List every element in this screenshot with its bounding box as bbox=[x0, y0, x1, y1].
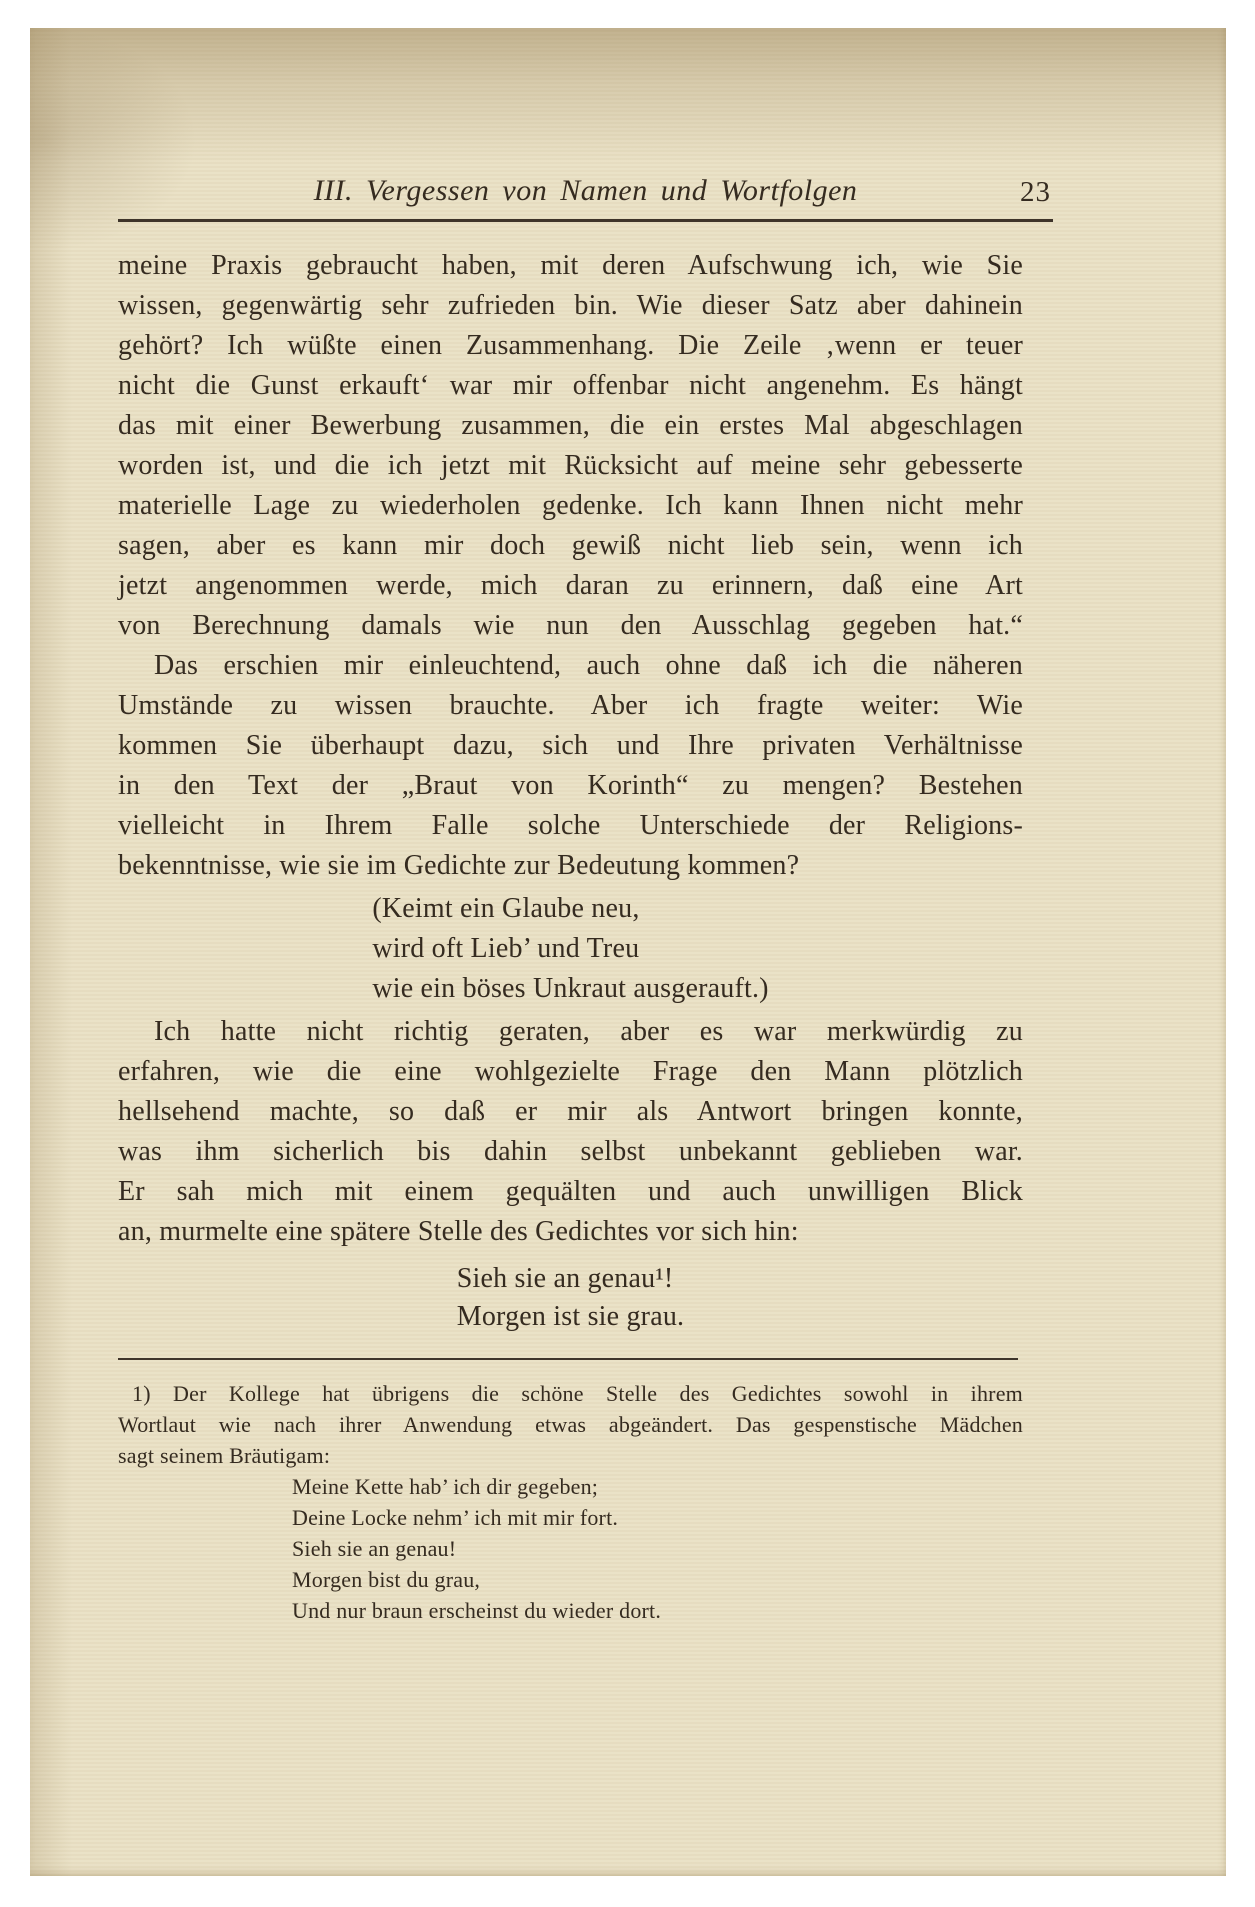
text-line: jetzt angenommen werde, mich daran zu erinnern, daß eine Art bbox=[118, 570, 1023, 601]
verse-line: Sieh sie an genau! bbox=[292, 1536, 457, 1561]
verse-block bbox=[118, 889, 1023, 1009]
book-page bbox=[30, 28, 1226, 1876]
text-line: meine Praxis gebraucht haben, mit deren Aufschwung ich, wie Sie bbox=[118, 250, 1023, 281]
main-text bbox=[118, 246, 1023, 1336]
verse-line: Deine Locke nehm’ ich mit mir fort. bbox=[292, 1505, 619, 1530]
text-line: in den Text der „Braut von Korinth“ zu mengen? Bestehen bbox=[118, 770, 1023, 801]
text-line: wissen, gegenwärtig sehr zufrieden bin. Wie dieser Satz aber dahinein bbox=[118, 290, 1023, 321]
verse-line: (Keimt ein Glaube neu, bbox=[372, 893, 640, 924]
text-line: sagt seinem Bräutigam: bbox=[118, 1443, 331, 1468]
paragraph bbox=[118, 1012, 1023, 1252]
text-line: nicht die Gunst erkauft‘ war mir offenbar nicht angenehm. Es hängt bbox=[118, 370, 1023, 401]
text-line: gehört? Ich wüßte einen Zusammenhang. Die Zeile ‚wenn er teuer bbox=[118, 330, 1023, 361]
text-line: Umstände zu wissen brauchte. Aber ich fragte weiter: Wie bbox=[118, 690, 1023, 721]
text-line: kommen Sie überhaupt dazu, sich und Ihre privaten Verhältnisse bbox=[118, 730, 1023, 761]
text-line: 1) Der Kollege hat übrigens die schöne Stelle des Gedichtes sowohl in ihrem bbox=[132, 1381, 1023, 1406]
text-line: Wortlaut wie nach ihrer Anwendung etwas abgeändert. Das gespenstische Mädchen bbox=[118, 1412, 1023, 1437]
verse-line: wie ein böses Unkraut ausgerauft.) bbox=[372, 973, 769, 1004]
text-line: von Berechnung damals wie nun den Ausschlag gegeben hat.“ bbox=[118, 610, 1023, 641]
verse-line: Morgen ist sie grau. bbox=[456, 1301, 685, 1332]
text-line: vielleicht in Ihrem Falle solche Unterschiede der Religions- bbox=[118, 810, 1023, 841]
verse-line: Sieh sie an genau¹! bbox=[456, 1263, 674, 1294]
running-title: III. Vergessen von Namen und Wortfolgen bbox=[313, 174, 858, 207]
page-header bbox=[118, 173, 1053, 209]
verse-block bbox=[292, 1471, 1023, 1626]
text-line: Er sah mich mit einem gequälten und auch unwilligen Blick bbox=[118, 1176, 1023, 1207]
verse-block bbox=[118, 1260, 1023, 1336]
verse-lines bbox=[292, 1471, 661, 1626]
verse-lines bbox=[457, 1260, 684, 1336]
header-rule bbox=[118, 219, 1053, 222]
text-line: bekenntnisse, wie sie im Gedichte zur Bedeutung kommen? bbox=[118, 850, 800, 881]
paragraph bbox=[118, 1378, 1023, 1471]
text-line: hellsehend machte, so daß er mir als Antwort bringen konnte, bbox=[118, 1096, 1023, 1127]
text-line: sagen, aber es kann mir doch gewiß nicht lieb sein, wenn ich bbox=[118, 530, 1023, 561]
verse-line: Und nur braun erscheinst du wieder dort. bbox=[292, 1598, 662, 1623]
verse-line: Morgen bist du grau, bbox=[292, 1567, 481, 1592]
text-line: Das erschien mir einleuchtend, auch ohne daß ich die näheren bbox=[154, 650, 1023, 681]
text-line: materielle Lage zu wiederholen gedenke. Ich kann Ihnen nicht mehr bbox=[118, 490, 1023, 521]
verse-lines bbox=[372, 889, 768, 1009]
text-line: was ihm sicherlich bis dahin selbst unbekannt geblieben war. bbox=[118, 1136, 1023, 1167]
verse-line: Meine Kette hab’ ich dir gegeben; bbox=[292, 1474, 599, 1499]
text-line: worden ist, und die ich jetzt mit Rücksicht auf meine sehr gebesserte bbox=[118, 450, 1023, 481]
paragraph bbox=[118, 646, 1023, 886]
text-line: Ich hatte nicht richtig geraten, aber es war merkwürdig zu bbox=[154, 1016, 1023, 1047]
verse-line: wird oft Lieb’ und Treu bbox=[372, 933, 640, 964]
footnote bbox=[118, 1378, 1023, 1626]
text-line: das mit einer Bewerbung zusammen, die ein erstes Mal abgeschlagen bbox=[118, 410, 1023, 441]
page-number: 23 bbox=[1020, 176, 1051, 208]
text-line: erfahren, wie die eine wohlgezielte Frage den Mann plötzlich bbox=[118, 1056, 1023, 1087]
paragraph bbox=[118, 246, 1023, 646]
footnote-separator-rule bbox=[118, 1358, 1018, 1360]
text-line: an, murmelte eine spätere Stelle des Gedichtes vor sich hin: bbox=[118, 1216, 799, 1247]
